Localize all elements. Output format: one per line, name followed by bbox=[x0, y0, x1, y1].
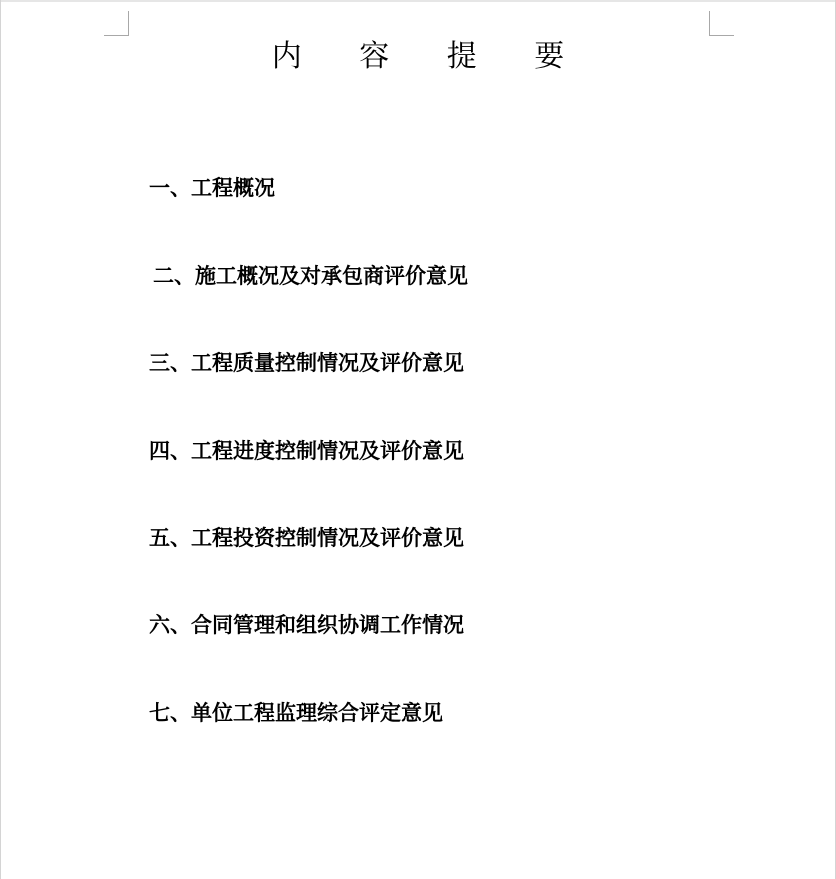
margin-corner-mark-right bbox=[709, 11, 734, 36]
contents-item-1: 一、工程概况 bbox=[149, 175, 275, 200]
margin-corner-mark-left bbox=[104, 11, 129, 36]
contents-item-4: 四、工程进度控制情况及评价意见 bbox=[149, 438, 464, 463]
contents-item-6: 六、合同管理和组织协调工作情况 bbox=[149, 612, 464, 637]
contents-item-3: 三、工程质量控制情况及评价意见 bbox=[149, 350, 464, 375]
contents-item-2: 二、施工概况及对承包商评价意见 bbox=[153, 263, 468, 288]
page-title: 内 容 提 要 bbox=[271, 39, 589, 74]
contents-item-7: 七、单位工程监理综合评定意见 bbox=[149, 700, 443, 725]
contents-item-5: 五、工程投资控制情况及评价意见 bbox=[149, 525, 464, 550]
page-top-edge bbox=[1, 0, 835, 2]
